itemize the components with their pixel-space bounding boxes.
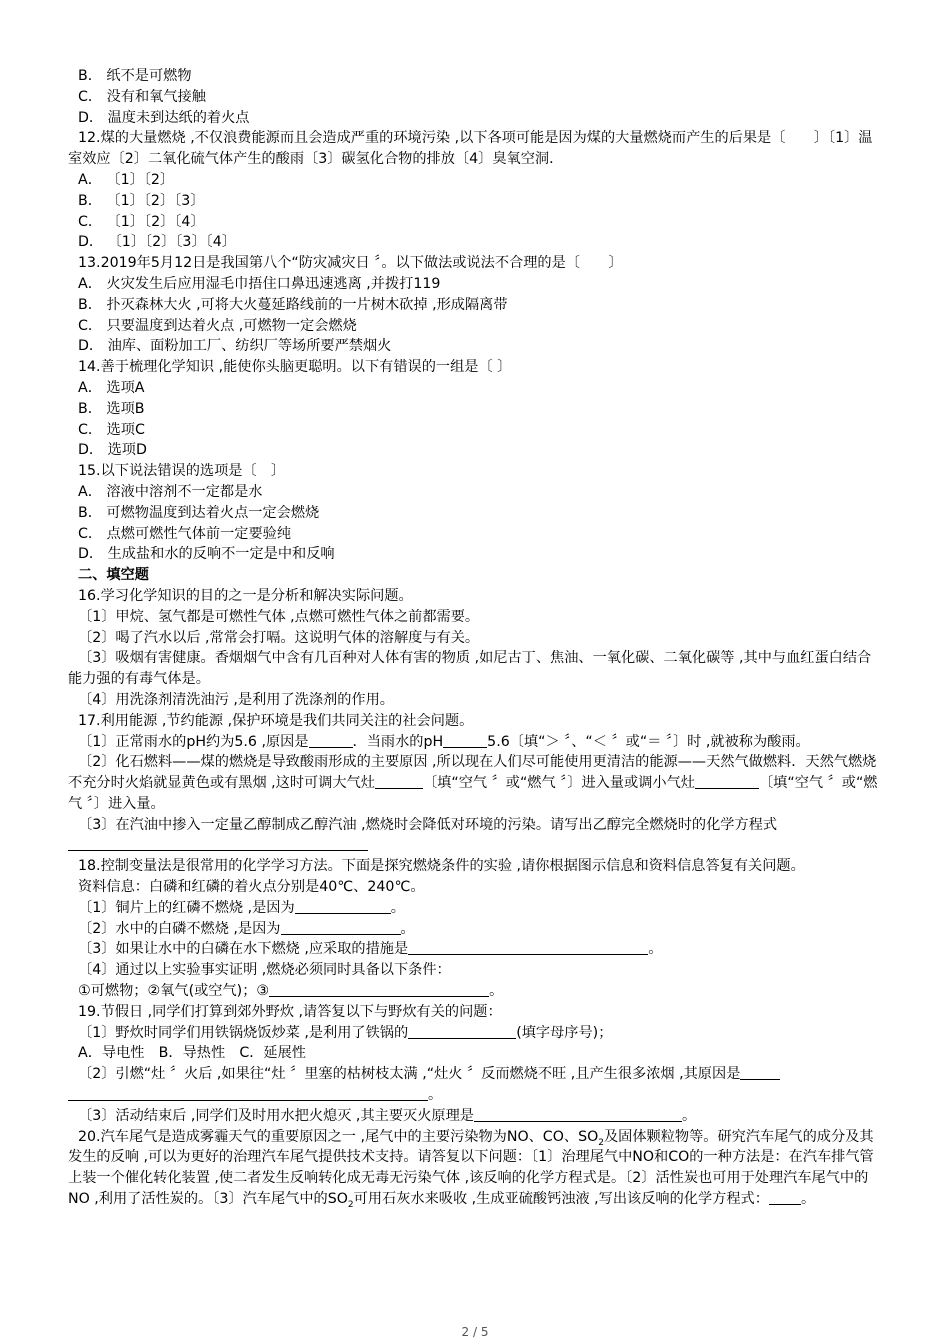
answer-blank[interactable] — [68, 1086, 428, 1101]
sub-question: 〔4〕通过以上实验事实证明 ,燃烧必须同时具备以下条件： — [78, 962, 451, 979]
text-span: 。 — [800, 1191, 816, 1208]
sub-question — [68, 1106, 883, 1127]
sub-question — [68, 815, 883, 857]
option-line: D． 选项D — [78, 442, 147, 459]
text-span: ．当雨水的pH — [352, 733, 444, 750]
option-line: A．导电性 B．导热性 C．延展性 — [78, 1045, 306, 1062]
text-span: 〔填“空气 〞或“燃气 〞〕进入量。 — [68, 775, 878, 812]
sub-question — [68, 752, 883, 814]
text-span: 〔2〕化石燃料——煤的燃烧是导致酸雨形成的主要原因 ,所以现在人们尽可能使用更清洁的能源——天然气做燃料．天然气燃烧不充分时火焰就显黄色或有黑烟 ,这时可调大气灶 — [68, 754, 877, 792]
text-span: 。 — [681, 1107, 697, 1124]
answer-blank[interactable] — [269, 982, 489, 997]
text-span: 〔2〕引燃“灶 〞火后 ,如果往“灶 〞里塞的枯树枝太满 ,“灶火 〞反而燃烧不旺 ,且产生很多浓烟 ,其原因是 — [78, 1066, 741, 1083]
document-page — [68, 66, 883, 1210]
text-span: ①可燃物；②氧气(或空气)；③ — [78, 983, 270, 1000]
option-line: C． 选项C — [78, 421, 145, 438]
sub-question: 〔2〕喝了汽水以后 ,常常会打嗝。这说明气体的溶解度与有关。 — [78, 629, 480, 646]
option-line: D． 生成盐和水的反响不一定是中和反响 — [78, 546, 335, 563]
text-span: 〔3〕活动结束后 ,同学们及时用水把火熄灭 ,其主要灭火原理是 — [78, 1107, 474, 1124]
answer-blank[interactable] — [408, 940, 648, 955]
question-15: 15.以下说法错误的选项是〔 〕 — [78, 463, 286, 480]
answer-blank[interactable] — [408, 1024, 516, 1039]
text-span: 〔2〕水中的白磷不燃烧 ,是因为 — [78, 920, 281, 937]
option-line: C． 点燃可燃性气体前一定要验纯 — [78, 525, 292, 542]
answer-blank[interactable] — [281, 920, 401, 935]
sub-question — [68, 1064, 883, 1106]
question-19: 19.节假日 ,同学们打算到郊外野炊 ,请答复以下与野炊有关的问题： — [78, 1003, 502, 1020]
text-span: 5.6〔填“＞ 〞、“＜ 〞或“＝ 〞〕时 ,就被称为酸雨。 — [487, 733, 810, 750]
answer-blank[interactable] — [309, 733, 353, 748]
sub-question: 〔1〕甲烷、氢气都是可燃性气体 ,点燃可燃性气体之前都需要。 — [78, 608, 480, 625]
text-span: 可用石灰水来吸收 ,生成亚硫酸钙浊液 ,写出该反响的化学方程式： — [353, 1191, 769, 1208]
question-12: 12.煤的大量燃烧 ,不仅浪费能源而且会造成严重的环境污染 ,以下各项可能是因为煤的大量燃烧而产生的后果是〔 〕〔1〕温室效应〔2〕二氧化硫气体产生的酸雨〔3〕碳氢化合物的排放〔4〕臭氧空洞． — [68, 130, 873, 168]
question-13: 13.2019年5月12日是我国第八个“防灾减灾日 〞。以下做法或说法不合理的是〔 〕 — [78, 255, 623, 272]
answer-blank[interactable] — [474, 1107, 682, 1122]
text-span: 。 — [390, 899, 405, 916]
text-span: 〔1〕铜片上的红磷不燃烧 ,是因为 — [78, 899, 295, 916]
sub-question — [68, 919, 883, 940]
subscript: 2 — [347, 1199, 354, 1210]
question-16: 16.学习化学知识的目的之一是分析和解决实际问题。 — [78, 587, 413, 604]
sub-question: 〔4〕用洗涤剂清洗油污 ,是利用了洗涤剂的作用。 — [78, 691, 394, 708]
option-line: B． 〔1〕〔2〕〔3〕 — [78, 192, 205, 209]
page-number: 2 / 5 — [461, 1325, 489, 1339]
option-line: A． 溶液中溶剂不一定都是水 — [78, 483, 263, 500]
question-14: 14.善于梳理化学知识 ,能使你头脑更聪明。以下有错误的一组是〔 〕 — [78, 359, 512, 376]
text-span: 〔填“空气 〞或“燃气 〞〕进入量或调小气灶 — [422, 775, 695, 792]
text-span: 〔3〕如果让水中的白磷在水下燃烧 ,应采取的措施是 — [78, 941, 409, 958]
sub-question — [68, 939, 883, 960]
text-span: (填字母序号)； — [516, 1024, 613, 1041]
question-18: 18.控制变量法是很常用的化学学习方法。下面是探究燃烧条件的实验 ,请你根据图示信息和资料信息答复有关问题。 — [78, 858, 805, 875]
answer-blank[interactable] — [375, 774, 423, 789]
answer-blank[interactable] — [295, 899, 391, 914]
text-span: 〔1〕野炊时同学们用铁锅烧饭炒菜 ,是利用了铁锅的 — [78, 1024, 409, 1041]
question-20 — [68, 1127, 883, 1210]
option-line: A． 选项A — [78, 379, 145, 396]
option-line: D． 温度未到达纸的着火点 — [78, 109, 250, 126]
option-line: A． 火灾发生后应用湿毛巾捂住口鼻迅速逃离 ,并拨打119 — [78, 275, 441, 292]
option-line: B． 扑灭森林大火 ,可将大火蔓延路线前的一片树木砍掉 ,形成隔离带 — [78, 296, 508, 313]
text-span: 及固体颗粒物等。研究汽车尾气的成分及其发生的反响 ,可以为更好的治理汽车尾气提供技术支持。请答复以下问题：〔1〕治理尾气中NO和CO的一种方法是：在汽车排气管上装一个催化转化装置 ,使二者发生反响转化成无毒无污染气体 ,该反响的化学方程式是。〔2〕活性炭也可用于处理汽车尾气中的NO ,利用了活性炭的。〔3〕汽车尾气中的SO — [68, 1128, 874, 1208]
sub-question: 〔3〕吸烟有害健康。香烟烟气中含有几百种对人体有害的物质 ,如尼古丁、焦油、一氧化碳、二氧化碳等 ,其中与血红蛋白结合能力强的有毒气体是。 — [68, 650, 872, 688]
sub-question — [68, 732, 883, 753]
sub-question — [68, 1023, 883, 1044]
option-line: B． 可燃物温度到达着火点一定会燃烧 — [78, 504, 320, 521]
text-span: 。 — [648, 941, 663, 958]
answer-blank[interactable] — [769, 1190, 801, 1205]
text-span: 。 — [400, 920, 415, 937]
option-line: D． 油库、面粉加工厂、纺织厂等场所要严禁烟火 — [78, 338, 392, 355]
answer-blank[interactable] — [68, 836, 368, 851]
option-line: C． 没有和氧气接触 — [78, 88, 206, 105]
question-17: 17.利用能源 ,节约能源 ,保护环境是我们共同关注的社会问题。 — [78, 712, 474, 729]
text-span: 〔1〕正常雨水的pH约为5.6 ,原因是 — [78, 733, 309, 750]
sub-question — [68, 981, 883, 1002]
text-span: 〔3〕在汽油中掺入一定量乙醇制成乙醇汽油 ,燃烧时会降低对环境的污染。请写出乙醇完全燃烧时的化学方程式 — [78, 816, 778, 833]
text-span: 20.汽车尾气是造成雾霾天气的重要原因之一 ,尾气中的主要污染物为NO、CO、SO — [78, 1128, 599, 1145]
option-line: A． 〔1〕〔2〕 — [78, 171, 175, 188]
section-heading: 二、填空题 — [78, 567, 149, 584]
option-line: C． 只要温度到达着火点 ,可燃物一定会燃烧 — [78, 317, 357, 334]
answer-blank[interactable] — [443, 733, 487, 748]
option-line: D． 〔1〕〔2〕〔3〕〔4〕 — [78, 234, 236, 251]
answer-blank[interactable] — [740, 1065, 780, 1080]
sub-question — [68, 898, 883, 919]
info-line: 资料信息：白磷和红磷的着火点分别是40℃、240℃。 — [78, 879, 425, 896]
subscript: 2 — [598, 1137, 604, 1148]
text-span: 。 — [428, 1087, 443, 1104]
option-line: B． 纸不是可燃物 — [78, 68, 192, 84]
text-span: 。 — [489, 983, 504, 1000]
answer-blank[interactable] — [695, 774, 759, 789]
option-line: B． 选项B — [78, 400, 145, 417]
option-line: C． 〔1〕〔2〕〔4〕 — [78, 213, 205, 230]
